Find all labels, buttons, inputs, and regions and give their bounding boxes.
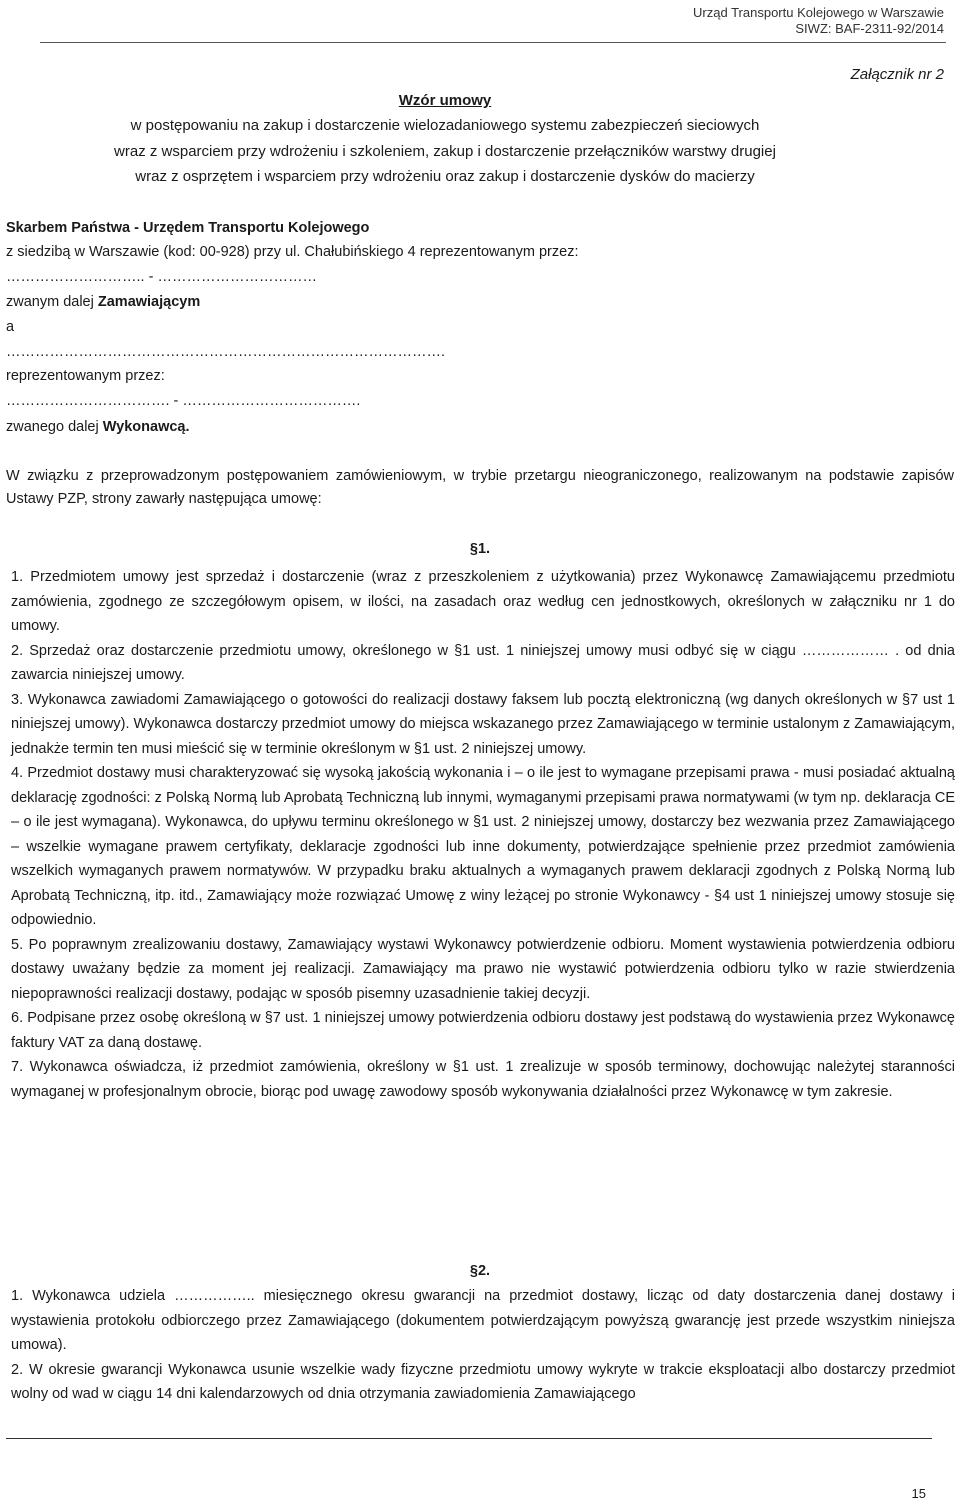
- section-1-item-6: 6. Podpisane przez osobę określoną w §7 ust. 1 niniejszej umowy potwierdzenia odbioru dostawy jest podstawą do wystawienia przez Wykonawcę faktury VAT za daną dostawę.: [11, 1010, 955, 1051]
- party-contractor-alias: zwanego dalej Wykonawcą.: [6, 419, 190, 435]
- party-employer-address: z siedzibą w Warszawie (kod: 00-928) przy ul. Chałubińskiego 4 reprezentowanym przez:: [6, 244, 579, 260]
- subtitle-line-1: w postępowaniu na zakup i dostarczenie wielozadaniowego systemu zabezpieczeń sieciowych: [130, 117, 760, 134]
- section-1-item-1: 1. Przedmiotem umowy jest sprzedaż i dostarczenie (wraz z przeszkoleniem z użytkowania) przez Wykonawcę Zamawiającemu przedmiotu zamówienia, zgodnego ze szczegółowym opisem, w ilości, na zasadach oraz według cen jednostkowych, określonych w załączniku nr 1 do umowy.: [11, 569, 955, 634]
- intro-paragraph: W związku z przeprowadzonym postępowaniem zamówieniowym, w trybie przetargu nieograniczonego, realizowanym na podstawie zapisów Ustawy PZP, strony zawarły następująca umowę:: [6, 468, 954, 507]
- section-1-item-4: 4. Przedmiot dostawy musi charakteryzować się wysoką jakością wykonania i – o ile jest to wymagane przepisami prawa - musi posiadać aktualną deklarację zgodności: z Polską Normą lub Aprobatą Techniczną lub innymi, wymaganymi przepisami prawa normatywami (w tym np. deklaracja CE – o ile jest wymagana). Wykonawca, do upływu terminu określonego w §1 ust. 2 niniejszej umowy, dostarczy bez wezwania przez Zamawiającego – wszelkie wymagane prawem certyfikaty, deklaracje zgodności lub inne dokumenty, potwierdzające spełnienie przez przedmiot zamówienia wszelkich wymaganych prawem normatywów. W przypadku braku aktualnych a wymaganych prawem deklaracji zgodnych z Polską Normą lub Aprobatą Techniczną, itp. itd., Zamawiający może rozwiązać Umowę z winy leżącej po stronie Wykonawcy - §4 ust 1 niniejszej umowy stosuje się odpowiednio.: [11, 765, 955, 928]
- party-employer-alias: zwanym dalej Zamawiającym: [6, 294, 201, 310]
- section-2-list: [6, 1284, 955, 1407]
- party-contractor-representatives: ……………………………. - ……………………………….: [6, 393, 361, 409]
- party-employer-representatives: ……………………….. - ……………………………: [6, 269, 317, 285]
- subtitle-line-3: wraz z osprzętem i wsparciem przy wdrożeniu oraz zakup i dostarczenie dysków do macierzy: [135, 168, 755, 185]
- footer-divider: [6, 1438, 932, 1439]
- section-2-item-2: 2. W okresie gwarancji Wykonawca usunie wszelkie wady fizyczne przedmiotu umowy wykryte w trakcie eksploatacji albo dostarczy przedmiot wolny od wad w ciągu 14 dni kalendarzowych od dnia otrzymania zawiadomienia Zamawiającego: [11, 1361, 955, 1402]
- section-1-item-7: 7. Wykonawca oświadcza, iż przedmiot zamówienia, określony w §1 ust. 1 zrealizuje w sposób terminowy, dochowując należytej staranności wymaganej w profesjonalnym obrocie, biorąc pod uwagę zawodowy sposób wykonywania działalności przez Wykonawcę w tym zakresie.: [11, 1059, 955, 1100]
- section-1-item-3: 3. Wykonawca zawiadomi Zamawiającego o gotowości do realizacji dostawy faksem lub pocztą elektroniczną (wg danych określonych w §7 ust 1 niniejszej umowy). Wykonawca dostarczy przedmiot umowy do miejsca wskazanego przez Zamawiającego w terminie ustalonym z Zamawiającym, jednakże termin ten musi mieścić się w terminie określonym w §1 ust. 2 niniejszej umowy.: [11, 691, 955, 757]
- party-contractor-rep-label: reprezentowanym przez:: [6, 368, 165, 384]
- section-2-item-1: 1. Wykonawca udziela …………….. miesięcznego okresu gwarancji na przedmiot dostawy, licząc od daty dostarczenia danej dostawy i wystawienia protokołu odbiorczego przez Zamawiającego (dokumentem potwierdzającym powyższą gwarancję jest przede wszystkim niniejsza umowa).: [11, 1288, 955, 1353]
- document-title: Wzór umowy: [398, 92, 492, 109]
- page-number: 15: [911, 1486, 926, 1501]
- subtitle-line-2: wraz z wsparciem przy wdrożeniu i szkoleniem, zakup i dostarczenie przełączników warstwy drugiej: [114, 143, 776, 160]
- party-employer-name: Skarbem Państwa - Urzędem Transportu Kolejowego: [6, 220, 370, 236]
- header-organization: Urząd Transportu Kolejowego w Warszawie: [693, 5, 944, 20]
- section-1-item-2: 2. Sprzedaż oraz dostarczenie przedmiotu umowy, określonego w §1 ust. 1 niniejszej umowy musi odbyć się w ciągu ……………… . od dnia zawarcia niniejszej umowy.: [11, 642, 955, 683]
- section-1-list: [6, 565, 955, 1104]
- attachment-label: Załącznik nr 2: [850, 66, 944, 83]
- party-conjunction: a: [6, 319, 15, 335]
- section-1-heading: §1.: [469, 541, 491, 557]
- section-2-heading: §2.: [469, 1263, 491, 1279]
- header-reference: SIWZ: BAF-2311-92/2014: [795, 21, 944, 36]
- header-divider: [40, 42, 946, 43]
- section-1-item-5: 5. Po poprawnym zrealizowaniu dostawy, Zamawiający wystawi Wykonawcy potwierdzenie odbioru. Moment wystawienia potwierdzenia odbioru dostawy uważany będzie za moment jej realizacji. Zamawiający ma prawo nie wystawić potwierdzenia odbioru tylko w razie stwierdzenia niepoprawności realizacji dostawy, podając w sposób pisemny uzasadnienie takiej decyzji.: [11, 936, 955, 1002]
- party-contractor-name: ……………………………………………………………………………….: [6, 344, 446, 360]
